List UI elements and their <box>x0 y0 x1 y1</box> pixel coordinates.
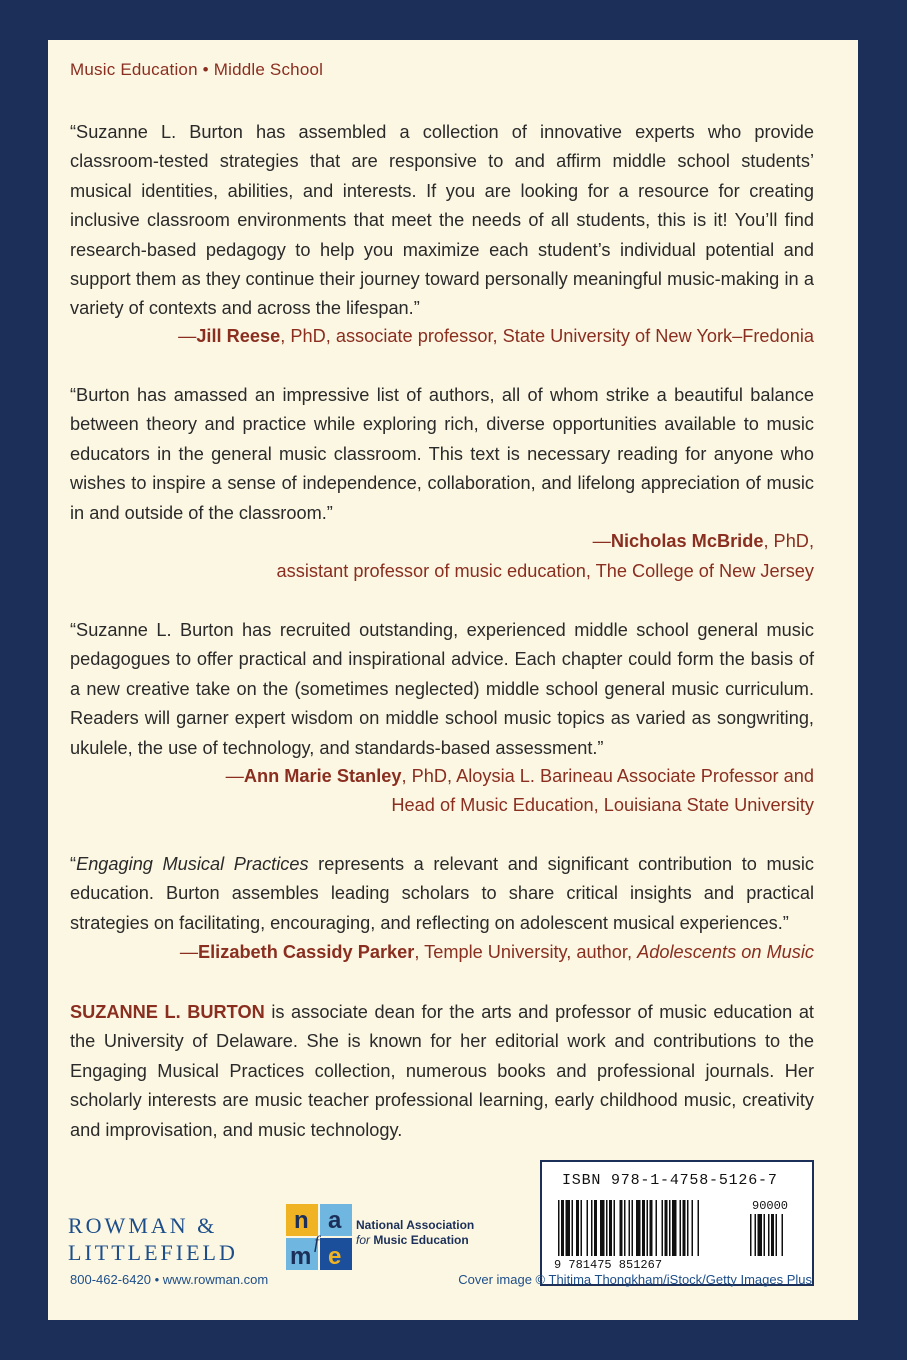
barcode-bar <box>776 1214 778 1256</box>
barcode-bar <box>600 1200 605 1256</box>
barcode-bar <box>656 1200 658 1256</box>
barcode-bar <box>572 1200 574 1256</box>
book-title: Engaging Musical Practices <box>76 854 309 874</box>
barcode-bar <box>647 1200 649 1256</box>
attribution-name: Elizabeth Cassidy Parker <box>198 942 415 962</box>
barcode-bar <box>750 1214 752 1256</box>
barcode-bar <box>698 1200 700 1256</box>
barcode-bar <box>614 1200 616 1256</box>
barcode-bar <box>587 1200 589 1256</box>
quote-elizabeth-cassidy-parker: “Engaging Musical Practices represents a relevant and significant contribution to music education. Burton assembles leading scholars to share critical insights and practical strategies on facilitating, encouraging, and reflecting on adolescent musical experiences.” <box>70 854 814 933</box>
barcode-bar <box>669 1200 671 1256</box>
barcode-bar <box>620 1200 623 1256</box>
attribution-nicholas-mcbride: —Nicholas McBride, PhD, <box>592 531 814 551</box>
attribution-jill-reese: —Jill Reese, PhD, associate professor, State University of New York–Fredonia <box>178 326 814 346</box>
publisher-logo: ROWMAN & LITTLEFIELD <box>68 1213 238 1265</box>
author-name: SUZANNE L. BURTON <box>70 1002 265 1022</box>
attribution-elizabeth-cassidy-parker: —Elizabeth Cassidy Parker, Temple University, author, Adolescents on Music <box>179 942 814 962</box>
nafme-letter: f <box>314 1232 320 1252</box>
barcode-bar <box>782 1214 784 1256</box>
barcode-bar <box>606 1200 608 1256</box>
nafme-name: National Association for Music Education <box>356 1218 475 1247</box>
price-code: 90000 <box>752 1199 789 1213</box>
barcode-bar <box>672 1200 677 1256</box>
quote-ann-marie-stanley: “Suzanne L. Burton has recruited outstanding, experienced middle school general music pedagogues to offer practical and inspirational advice. Each chapter could form the basis of a new creative take on the (sometimes neglected) middle school general music curriculum. Readers will garner expert wisdom on middle school music topics as varied as songwriting, ukulele, the use of technology, and standards-based assessment.” <box>70 620 814 758</box>
barcode-bar <box>680 1200 682 1256</box>
quote-nicholas-mcbride: “Burton has amassed an impressive list of authors, all of whom strike a beautiful balance between theory and practice while exploring rich, diverse opportunities available to music educators in the general music classroom. This text is necessary reading for anyone who wishes to inspire a sense of independence, collaboration, and lifelong appreciation of music in and outside of the classroom.” <box>70 385 814 523</box>
barcode-bar <box>609 1200 612 1256</box>
barcode-bar <box>692 1200 694 1256</box>
barcode-bar <box>764 1214 766 1256</box>
barcode-bar <box>687 1200 689 1256</box>
category-label: Music Education • Middle School <box>70 60 324 79</box>
quote-jill-reese: “Suzanne L. Burton has assembled a collection of innovative experts who provide classroom-tested strategies that are responsive to and affirm middle school students’ musical identities, abilities, and interests. If you are looking for a resource for creating inclusive classroom environments that meet the needs of all students, this is it! You’ll find research-based pedagogy to help you maximize each student’s individual potential and support them as they continue their journey toward personally meaningful music-making in a variety of contexts and across the lifespan.” <box>70 122 814 319</box>
barcode-bar <box>558 1200 560 1256</box>
nafme-letter: a <box>328 1207 342 1234</box>
barcode-bars <box>558 1200 798 1258</box>
barcode-bar <box>629 1200 631 1256</box>
attribution-nicholas-mcbride-title: assistant professor of music education, The College of New Jersey <box>276 561 814 581</box>
nafme-letter: e <box>328 1243 342 1270</box>
barcode-bar <box>594 1200 597 1256</box>
cover-credit: Cover image © Thitima Thongkham/iStock/Getty Images Plus <box>458 1272 812 1287</box>
attribution-name: Nicholas McBride <box>610 531 764 551</box>
book-title: Adolescents on Music <box>637 942 814 962</box>
attribution-ann-marie-stanley: —Ann Marie Stanley, PhD, Aloysia L. Barineau Associate Professor and <box>225 766 814 786</box>
barcode-bar <box>642 1200 645 1256</box>
back-cover-panel <box>48 40 858 1320</box>
barcode-bar <box>758 1214 763 1256</box>
publisher-contact: 800-462-6420 • www.rowman.com <box>70 1272 269 1287</box>
nafme-logo <box>286 1204 354 1272</box>
barcode-bar <box>768 1214 770 1256</box>
barcode-bar <box>576 1200 579 1256</box>
barcode-bar <box>755 1214 757 1256</box>
barcode-bar <box>771 1214 774 1256</box>
attribution-name: Ann Marie Stanley <box>243 766 402 786</box>
barcode-bar <box>636 1200 641 1256</box>
isbn-label: ISBN 978-1-4758-5126-7 <box>562 1172 778 1189</box>
attribution-ann-marie-stanley-title: Head of Music Education, Louisiana State University <box>391 795 814 815</box>
barcode-bar <box>632 1200 634 1256</box>
barcode-bar <box>665 1200 668 1256</box>
barcode-bar <box>662 1200 664 1256</box>
barcode-bar <box>581 1200 583 1256</box>
barcode-digits: 9 781475 851267 <box>554 1258 663 1272</box>
nafme-letter: n <box>294 1207 309 1234</box>
nafme-letter: m <box>290 1243 312 1270</box>
barcode-bar <box>591 1200 593 1256</box>
isbn-barcode <box>540 1160 814 1286</box>
attribution-name: Jill Reese <box>196 326 281 346</box>
barcode-bar <box>566 1200 571 1256</box>
barcode-bar <box>650 1200 653 1256</box>
barcode-bar <box>624 1200 626 1256</box>
author-bio: SUZANNE L. BURTON is associate dean for the arts and professor of music education at the University of Delaware. She is known for her editorial work and contributions to the Engaging Musical Practices collection, numerous books and professional journals. Her scholarly interests are music teacher professional learning, early childhood music, creativity and improvisation, and music technology. <box>70 1002 814 1140</box>
barcode-bar <box>561 1200 564 1256</box>
barcode-bar <box>683 1200 686 1256</box>
